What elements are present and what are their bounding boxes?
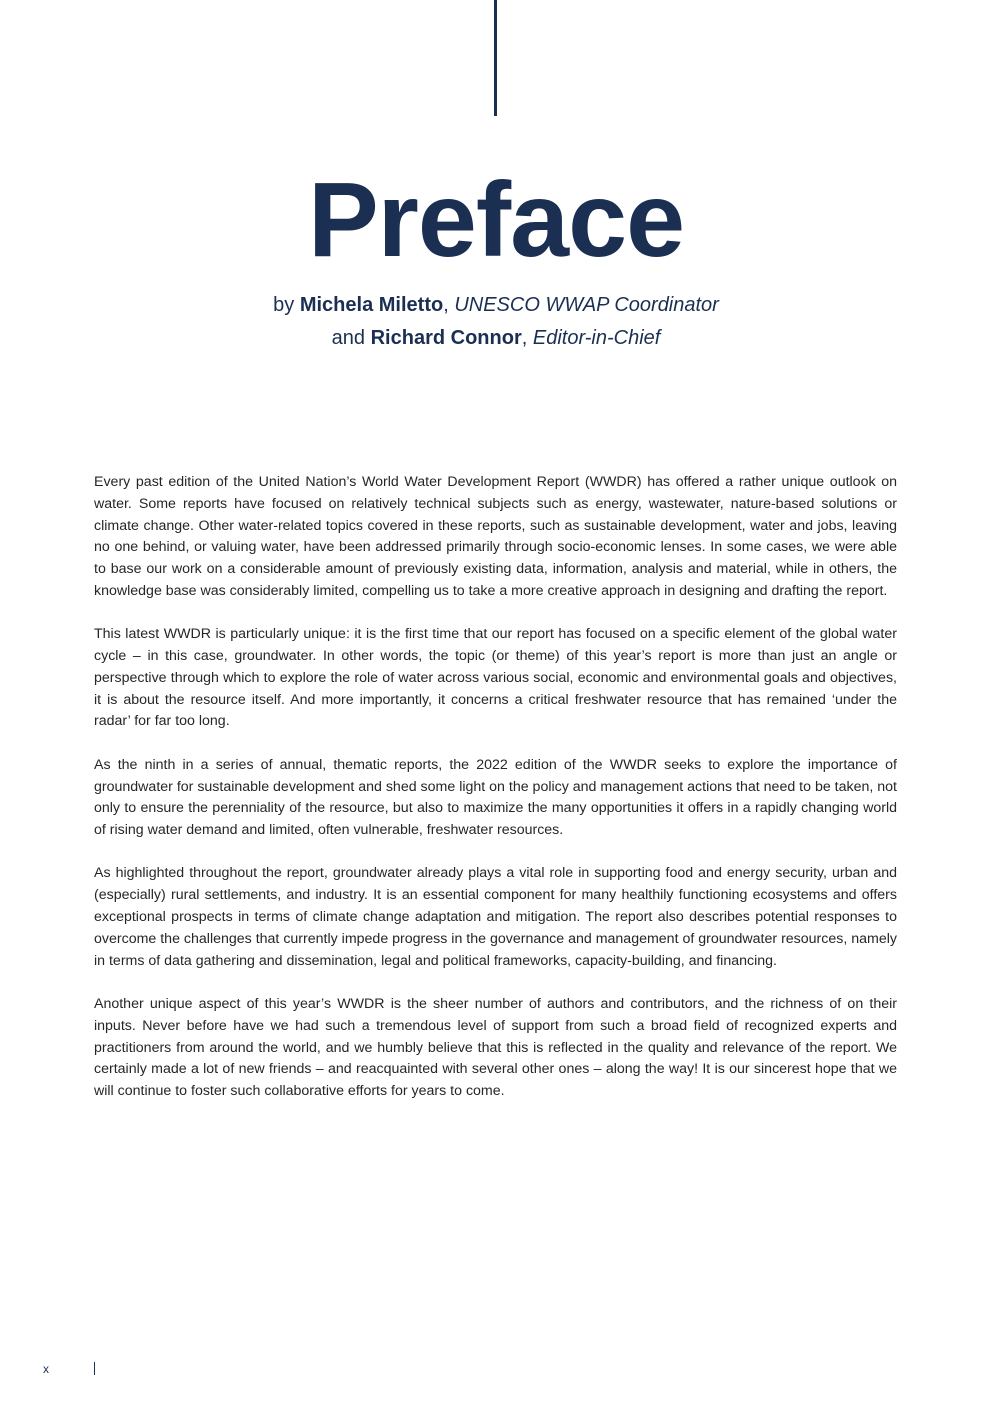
paragraph: As the ninth in a series of annual, thematic reports, the 2022 edition of the WWDR seeks to explore the importance of groundwater for sustainable development and shed some light on the policy and management actions that need to be taken, not only to ensure the perenniality of the resource, but also to maximize the many opportunities it offers in a rapidly changing world of rising water demand and limited, often vulnerable, freshwater resources. (94, 756, 897, 839)
byline-prefix: and (331, 327, 371, 349)
paragraph: As highlighted throughout the report, groundwater already plays a vital role in supporting food and energy security, urban and (especially) rural settlements, and industry. It is an essential component for many healthily functioning ecosystems and offers exceptional prospects in terms of climate change adaptation and mitigation. The report also describes potential responses to overcome the challenges that currently impede progress in the governance and management of groundwater resources, namely in terms of data gathering and dissemination, legal and political frameworks, capacity-building, and financing. (94, 865, 897, 969)
byline (0, 289, 992, 355)
author-name: Michela Miletto (299, 294, 444, 316)
author-name: Richard Connor (370, 327, 522, 349)
byline-line-2 (0, 322, 992, 355)
body-text (94, 472, 897, 1124)
page-number: x (43, 1362, 49, 1376)
author-role: Editor-in-Chief (532, 327, 661, 349)
byline-line-1 (0, 289, 992, 322)
author-role: UNESCO WWAP Coordinator (454, 294, 719, 316)
byline-prefix: by (273, 294, 300, 316)
footer-divider (94, 1362, 95, 1375)
paragraph: This latest WWDR is particularly unique: it is the first time that our report has focused on a specific element of the global water cycle – in this case, groundwater. In other words, the topic (or theme) of this year’s report is more than just an angle or perspective through which to explore the role of water across various social, economic and environmental goals and objectives, it is about the resource itself. And more importantly, it concerns a critical freshwater resource that has remained ‘under the radar’ for far too long. (94, 626, 897, 730)
page-title: Preface (307, 161, 685, 279)
byline-separator: , (443, 294, 455, 316)
paragraph: Another unique aspect of this year’s WWDR is the sheer number of authors and contributors, and the richness of on their inputs. Never before have we had such a tremendous level of support from such a broad field of recognized experts and practitioners from around the world, and we humbly believe that this is reflected in the quality and relevance of the report. We certainly made a lot of new friends – and reacquainted with several other ones – along the way! It is our sincerest hope that we will continue to foster such collaborative efforts for years to come. (94, 995, 897, 1100)
byline-separator: , (521, 327, 533, 349)
top-vertical-rule (494, 0, 497, 116)
paragraph: Every past edition of the United Nation’s World Water Development Report (WWDR) has offered a rather unique outlook on water. Some reports have focused on relatively technical subjects such as energy, wastewater, nature-based solutions or climate change. Other water-related topics covered in these reports, such as sustainable development, water and jobs, leaving no one behind, or valuing water, have been addressed primarily through socio-economic lenses. In some cases, we were able to base our work on a considerable amount of previously existing data, information, analysis and material, while in others, the knowledge base was considerably limited, compelling us to take a more creative approach in designing and drafting the report. (94, 474, 897, 599)
